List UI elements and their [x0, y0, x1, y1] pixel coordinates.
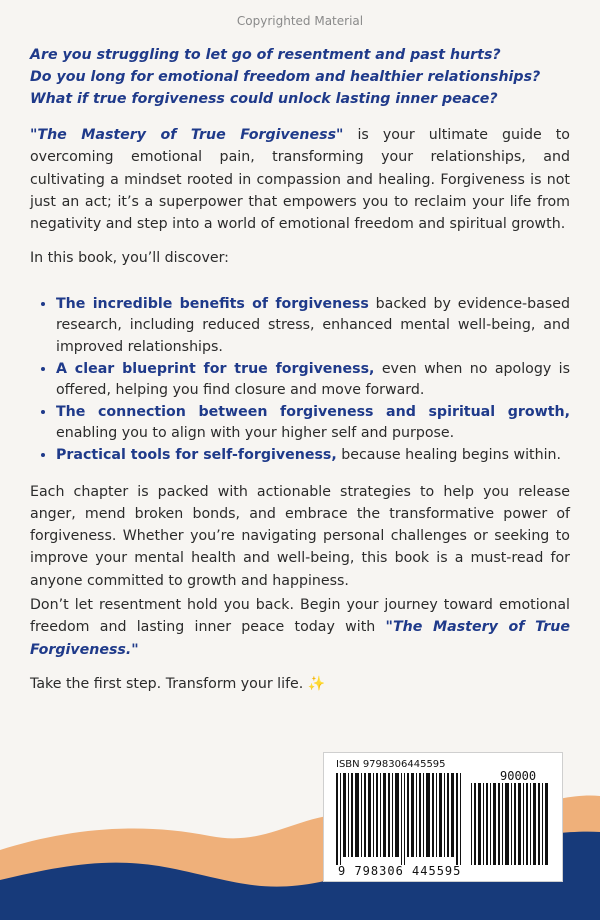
closing-book-title: "The Mastery of True Forgiveness.": [30, 619, 571, 658]
chapters-paragraph: Each chapter is packed with actionable strategies to help you release anger, mend broken bonds, and embrace the transformative power of forgiveness. Whether you’re navigating personal challenges or seeking to improve your mental health and well-being, this book is a must-read for anyone committed to growth and happiness.: [30, 483, 570, 589]
benefit-text: enabling you to align with your higher self and purpose.: [56, 425, 455, 442]
benefit-item: [56, 294, 570, 359]
description-body: is your ultimate guide to overcoming emotional pain, transforming your relationships, and cultivating a mindset rooted in compassion and healing. Forgiveness is not just an act; it’s a superpower that empowers you to reclaim your life from negativity and step into a world of emotional freedom and spiritual growth.: [30, 127, 570, 233]
benefit-heading: Practical tools for self-forgiveness,: [56, 446, 337, 463]
benefits-list: [30, 294, 570, 467]
benefit-item: [56, 445, 570, 467]
copyright-watermark: Copyrighted Material: [236, 14, 364, 28]
benefit-heading: The incredible benefits of forgiveness: [56, 295, 369, 312]
benefit-text: even when no apology is offered, helping you find closure and move forward.: [56, 360, 570, 399]
sparkle-icon: ✨: [307, 675, 326, 692]
book-title: "The Mastery of True Forgiveness": [30, 127, 344, 143]
question-3: What if true forgiveness could unlock lasting inner peace?: [30, 91, 498, 107]
benefit-item: [56, 359, 570, 402]
opening-questions: [30, 44, 570, 110]
benefit-text: because healing begins within.: [336, 446, 562, 463]
benefit-item: [56, 402, 570, 445]
description-paragraph: [30, 124, 570, 235]
price-code: 90000: [500, 769, 537, 783]
question-2: Do you long for emotional freedom and healthier relationships?: [30, 69, 541, 85]
benefit-heading: A clear blueprint for true forgiveness,: [56, 360, 375, 377]
discover-intro: In this book, you’ll discover:: [30, 250, 229, 267]
isbn-label: ISBN 9798306445595: [336, 759, 446, 770]
barcode-digits: 9 798306 445595: [338, 864, 462, 878]
back-cover-text: [30, 44, 570, 707]
final-line-text: Take the first step. Transform your life.: [30, 675, 304, 692]
closing-text: Don’t let resentment hold you back. Begin your journey toward emotional freedom and lasting inner peace today with: [30, 597, 570, 636]
question-1: Are you struggling to let go of resentment and past hurts?: [30, 47, 501, 63]
isbn-barcode: [323, 752, 563, 882]
benefit-heading: The connection between forgiveness and spiritual growth,: [56, 403, 570, 420]
benefit-text: backed by evidence-based research, including reduced stress, enhanced mental well-being, and improved relationships.: [56, 295, 570, 355]
final-line: [30, 673, 570, 695]
closing-paragraph: [30, 594, 570, 661]
